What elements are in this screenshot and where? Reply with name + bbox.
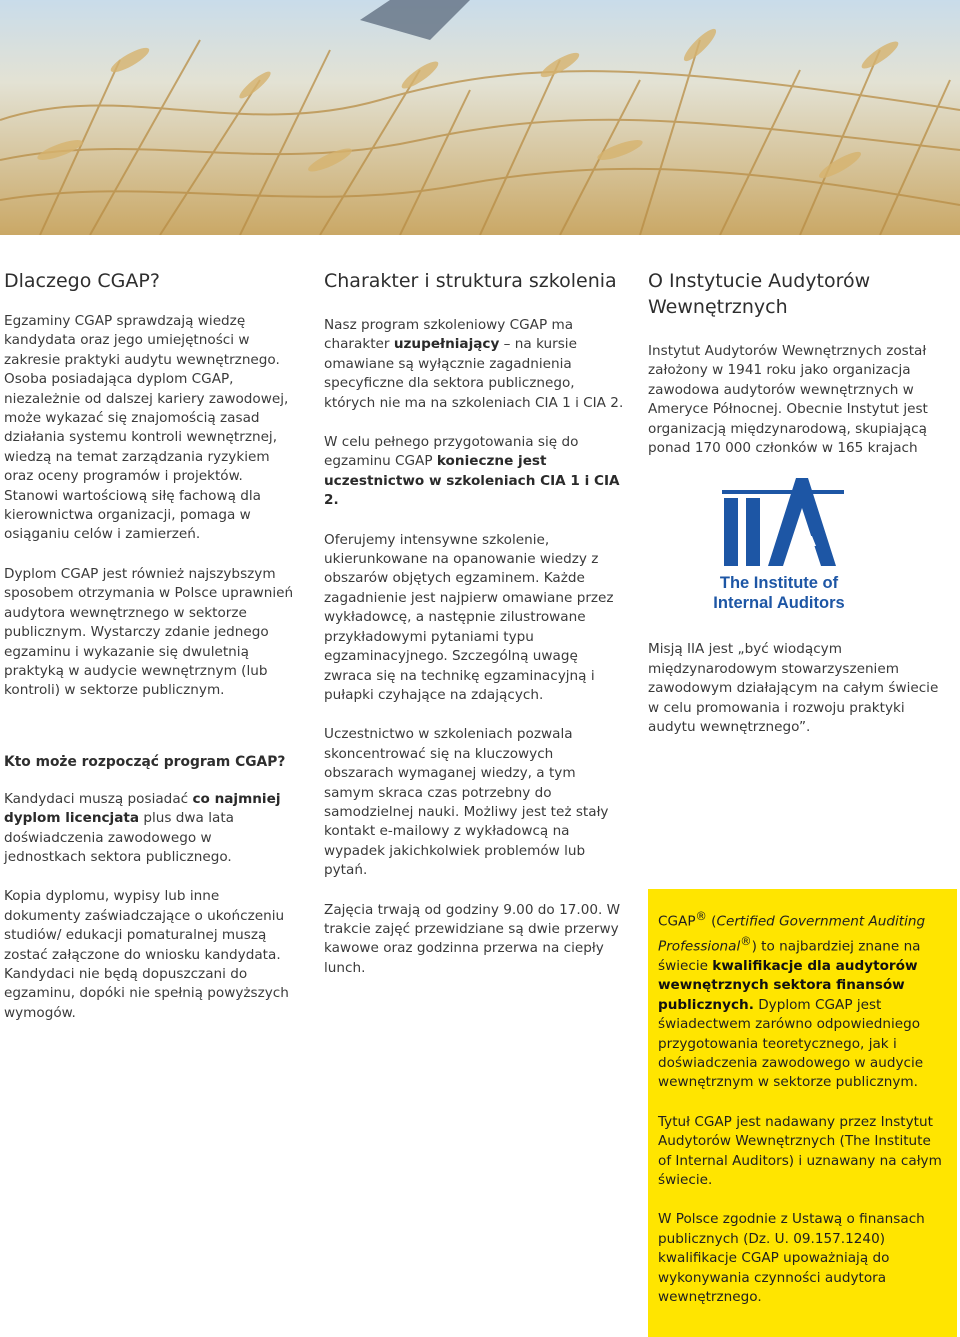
why-cgap-heading: Dlaczego CGAP? (4, 270, 160, 292)
training-p1-post: – na kursie omawiane są wyłącznie zagadnienia specyficzne dla sektora publicznego, których nie ma na szkoleniach CIA 1 i CIA 2. (324, 336, 624, 411)
training-paragraph-2 (324, 433, 624, 511)
training-paragraph-5: Zajęcia trwają od godziny 9.00 do 17.00. W trakcie zajęć przewidziane są dwie przerwy kawowe oraz godzinna przerwa na ciepły lunch. (324, 901, 621, 976)
requirements-text-bold: co najmniej dyplom licencjata (4, 790, 281, 827)
hero-image (0, 0, 960, 235)
wheat-field-illustration (0, 0, 960, 235)
column-institute (648, 268, 953, 757)
training-heading: Charakter i struktura szkolenia (324, 270, 617, 292)
documents-paragraph: Kopia dyplomu, wypisy lub inne dokumenty zaświadczające o ukończeniu studiów/ edukacji pomaturalnej muszą zostać załączone do wniosku kandydata. Kandydaci nie będą dopuszczani do egzaminu, dopóki nie spełnią powyższych wymogów. (4, 888, 289, 1021)
training-p1-pre: Nasz program szkoleniowy CGAP ma charakter (324, 317, 574, 353)
cgap-info-box (648, 889, 957, 1337)
institute-paragraph-1: Instytut Audytorów Wewnętrznych został założony w 1941 roku jako organizacja zawodowa audytorów wewnętrznych w Ameryce Północnej. Obecnie Instytut jest organizacją międzynarodową, skupiającą ponad 170 000 członków w 165 krajach (648, 343, 928, 457)
cgap-box-paragraph-1 (658, 907, 945, 1093)
requirements-text-post: plus dwa lata doświadczenia zawodowego w jednostkach sektora publicznego. (4, 810, 234, 865)
institute-heading: O Instytucie Audytorów Wewnętrznych (648, 270, 871, 318)
training-paragraph-1 (324, 316, 624, 413)
training-p2-bold: konieczne jest uczestnictwo w szkoleniach CIA 1 i CIA 2. (324, 453, 620, 509)
column-training (324, 268, 624, 998)
cgap-box-bold-text: kwalifikacje dla audytorów wewnętrznych sektora finansów publicznych. (658, 957, 918, 1013)
training-paragraph-3: Oferujemy intensywne szkolenie, ukierunkowane na opanowanie wiedzy z obszarów objętych egzaminem. Każde zagadnienie jest najpierw omawiane przez wykładowcę, a następnie zilustrowane przykładowymi pytaniami typu egzaminacyjnego. Szczególną uwagę zwraca się na technikę egzaminacyjną i pułapki czyhające na zdających. (324, 531, 614, 703)
registered-mark-2: ® (740, 933, 752, 948)
why-cgap-paragraph-1: Egzaminy CGAP sprawdzają wiedzę kandydata oraz jego umiejętności w zakresie praktyki audytu wewnętrznego. Osoba posiadająca dyplom CGAP, niezależnie od dalszej kariery zawodowej, może wykazać się znajomością zasad działania systemu kontroli wewnętrznej, wiedzą na temat zarządzania ryzykiem oraz oceny programów i projektów. Stanowi wartościową siłę fachową dla kierownictwa organizacji, pomaga w osiąganiu celów i zamierzeń. (4, 313, 289, 543)
iia-logo-line-2: Internal Auditors (713, 594, 845, 613)
iia-logo (704, 478, 854, 618)
training-p1-bold: uzupełniający (393, 336, 500, 353)
cgap-box-tail-text: Dyplom CGAP jest świadectwem zarówno odpowiedniego przygotowania teoretycznego, jak i doświadczenia zawodowego w audycie wewnętrznym w sektorze publicznym. (658, 996, 924, 1091)
cgap-box-mid-text: ) to najbardziej znane na świecie (658, 938, 921, 974)
cgap-box-paragraph-2: Tytuł CGAP jest nadawany przez Instytut Audytorów Wewnętrznych (The Institute of Internal Auditors) i uznawany na całym świecie. (658, 1113, 942, 1188)
cgap-full-name: Certified Government Auditing Professional (658, 913, 926, 955)
paren-open: ( (706, 913, 717, 930)
cgap-box-paragraph-3: W Polsce zgodnie z Ustawą o finansach publicznych (Dz. U. 09.157.1240) kwalifikacje CGAP upoważniają do wykonywania czynności audytora wewnętrznego. (658, 1211, 925, 1305)
requirements-paragraph (4, 790, 294, 868)
column-why-cgap (4, 268, 294, 1043)
who-can-start-heading: Kto może rozpocząć program CGAP? (4, 753, 286, 770)
training-paragraph-4: Uczestnictwo w szkoleniach pozwala skoncentrować się na kluczowych obszarach wymaganej wiedzy, a tym samym skraca czas potrzebny do samodzielnej nauki. Możliwy jest też stały kontakt e-mailowy z wykładowcą na wypadek jakichkolwiek problemów lub pytań. (324, 726, 609, 879)
cgap-abbrev: CGAP (658, 913, 696, 930)
institute-mission-paragraph: Misją IIA jest „być wiodącym międzynarodowym stowarzyszeniem zawodowym działającym na całym świecie w celu promowania i rozwoju praktyki audytu wewnętrznego”. (648, 641, 939, 736)
training-p2-pre: W celu pełnego przygotowania się do egzaminu CGAP (324, 434, 579, 470)
iia-logo-line-1: The Institute of (719, 574, 839, 593)
why-cgap-paragraph-2: Dyplom CGAP jest również najszybszym sposobem otrzymania w Polsce uprawnień audytora wewnętrznego w sektorze publicznym. Wystarczy zdanie jednego egzaminu i wykazanie się dwuletnią praktyką w audycie wewnętrznym (lub kontroli) w sektorze publicznym. (4, 565, 294, 699)
requirements-text-pre: Kandydaci muszą posiadać (4, 790, 193, 807)
registered-mark: ® (695, 909, 707, 923)
